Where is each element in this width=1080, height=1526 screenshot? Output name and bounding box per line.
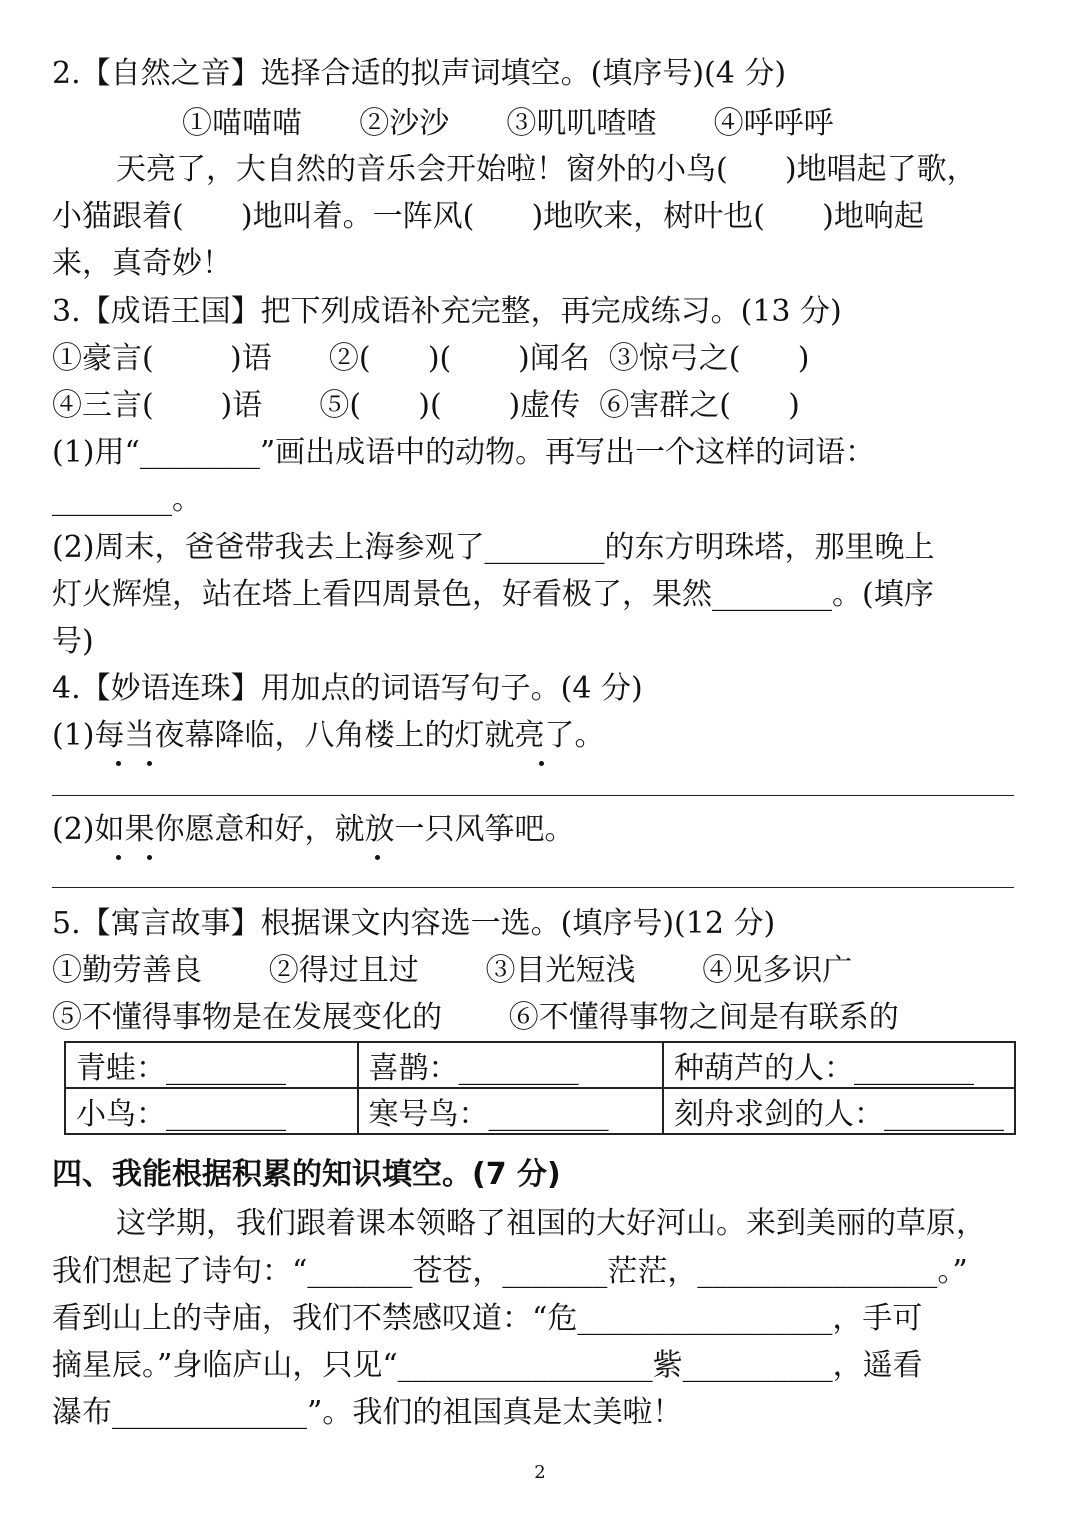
q5-options-row1: ①勤劳善良 ②得过且过 ③目光短浅 ④见多识广 [52,953,853,988]
q2-text-line1: 天亮了，大自然的音乐会开始啦！窗外的小鸟( )地唱起了歌， [116,152,977,187]
page-number: 2 [534,1462,546,1483]
section4-line4: 摘星辰。”身临庐山，只见“_________________紫__________，遥看 [52,1348,923,1383]
table-cell-frog[interactable]: 青蛙：________ [65,1042,358,1088]
table-row [65,1042,1015,1088]
answer-line[interactable] [52,795,1014,796]
q2-title: 2.【自然之音】选择合适的拟声词填空。(填序号)(4 分) [52,56,787,91]
q2-text-line3: 来，真奇妙！ [52,246,232,281]
section4-title: 四、我能根据积累的知识填空。(7 分) [52,1157,561,1192]
table-cell-bird[interactable]: 小鸟：________ [65,1088,358,1134]
section4-line5: 瀑布_____________”。我们的祖国真是太美啦！ [52,1395,683,1430]
q3-idiom-row2: ④三言( )语 ⑤( )( )虚传 ⑥害群之( ) [52,388,800,423]
emphasis-dot [147,855,152,860]
q4-title: 4.【妙语连珠】用加点的词语写句子。(4 分) [52,671,643,706]
q2-text-line2: 小猫跟着( )地叫着。一阵风( )地吹来，树叶也( )地响起 [52,199,924,234]
emphasis-dot [539,761,544,766]
table-cell-magpie[interactable]: 喜鹊：________ [358,1042,663,1088]
emphasis-dot [375,855,380,860]
q3-part2-line1: (2)周末，爸爸带我去上海参观了________的东方明珠塔，那里晚上 [52,530,935,565]
emphasis-dot [116,855,121,860]
q3-part1-line2: ________。 [52,482,202,517]
q3-part1-line1: (1)用“________”画出成语中的动物。再写出一个这样的词语： [52,435,876,470]
q3-part2-line3: 号) [52,624,94,659]
q4-sentence2: (2)如果你愿意和好，就放一只风筝吧。 [52,812,575,847]
q3-idiom-row1: ①豪言( )语 ②( )( )闻名 ③惊弓之( ) [52,341,810,376]
q3-title: 3.【成语王国】把下列成语补充完整，再完成练习。(13 分) [52,294,842,329]
emphasis-dot [147,761,152,766]
table-cell-hanhao-bird[interactable]: 寒号鸟：________ [358,1088,663,1134]
section4-line2: 我们想起了诗句：“_______苍苍，_______茫茫，________________。” [52,1254,968,1289]
answer-line[interactable] [52,887,1014,888]
q3-part2-line2: 灯火辉煌，站在塔上看四周景色，好看极了，果然________。(填序 [52,577,934,612]
q2-options: ①喵喵喵 ②沙沙 ③叽叽喳喳 ④呼呼呼 [182,106,834,141]
q5-answer-table [64,1041,1016,1135]
section4-line3: 看到山上的寺庙，我们不禁感叹道：“危_________________，手可 [52,1301,923,1336]
table-row [65,1088,1015,1134]
q5-options-row2: ⑤不懂得事物是在发展变化的 ⑥不懂得事物之间是有联系的 [52,1000,899,1035]
q4-sentence1: (1)每当夜幕降临，八角楼上的灯就亮了。 [52,718,605,753]
section4-line1: 这学期，我们跟着课本领略了祖国的大好河山。来到美丽的草原， [116,1206,986,1241]
table-cell-gourd-planter[interactable]: 种葫芦的人：________ [663,1042,1015,1088]
emphasis-dot [116,761,121,766]
table-cell-boat-carver[interactable]: 刻舟求剑的人：________ [663,1088,1015,1134]
q5-title: 5.【寓言故事】根据课文内容选一选。(填序号)(12 分) [52,906,776,941]
